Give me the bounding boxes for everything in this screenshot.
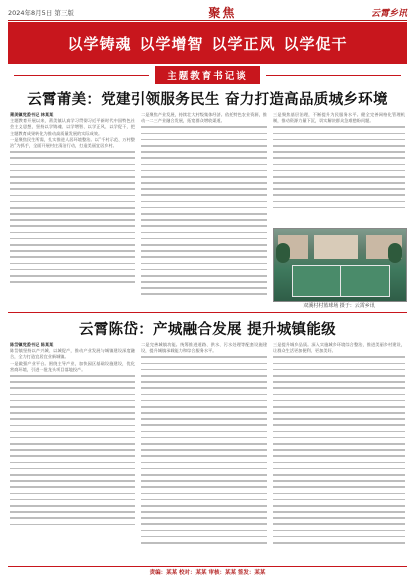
divider-right [266, 75, 401, 76]
body-text-lines [10, 151, 135, 283]
article2-column-2 [141, 342, 267, 560]
article2-paragraph: 三是提升城乡品质。深入实施城乡环境综合整治，推进美丽乡村建设，让群众生活更加便利、更加美好。 [273, 342, 405, 354]
article2-lead: 陈岱镇党委书记 陈某某 [10, 342, 54, 347]
body-text-lines [273, 356, 405, 543]
article-divider [8, 312, 407, 313]
article2-paragraph: 二是完善城镇功能。统筹推进道路、供水、污水处理等配套设施建设，提升城镇承载能力和综合服务水平。 [141, 342, 267, 354]
basketball-court-photo [273, 228, 407, 302]
photo-caption: 双溪村村篮球场 摄于：云霄乡讯 [303, 303, 375, 309]
article2-column-3 [273, 342, 405, 560]
article2-column-1 [10, 342, 135, 560]
photo-tree [276, 243, 290, 263]
article1-paragraph: 一是聚焦民生所需，扎实推进人居环境整治。以“千村示范、万村整治”为抓手，全面开展村庄清洁行动，打造美丽宜居乡村。 [10, 136, 135, 149]
footer-credits: 责编：某某 校对：某某 审核：某某 签发：某某 [149, 570, 266, 576]
article1-paragraph: 二是聚焦产业发展，持续壮大村级集体经济。依托特色农业资源，推动一二三产业融合发展，拓宽群众增收渠道。 [141, 112, 267, 124]
body-text-lines [273, 126, 405, 208]
article1-column-3 [273, 112, 405, 224]
body-text-lines [141, 356, 267, 543]
page-header [8, 4, 407, 21]
article1-paragraph: 三是聚焦基层治理，不断提升为民服务水平。健全完善网格化管理机制，推动资源力量下沉，切实解决群众急难愁盼问题。 [273, 112, 405, 124]
article2-headline: 云霄陈岱：产城融合发展 提升城镇能级 [79, 322, 336, 338]
article1-column-1 [10, 112, 135, 308]
body-text-lines [10, 375, 135, 525]
issue-date: 2024年8月5日 第三版 [8, 8, 74, 17]
article1-column-2 [141, 112, 267, 308]
slogan-1: 以学铸魂 [67, 34, 132, 53]
divider-left [14, 75, 149, 76]
photo-building [314, 235, 358, 259]
body-text-lines [141, 126, 267, 295]
article1-lead: 莆美镇党委书记 林某某 [10, 112, 54, 117]
photo-tree [388, 243, 402, 263]
article1-paragraph: 主题教育开展以来，莆美镇认真学习贯彻习近平新时代中国特色社会主义思想，坚持以学铸魂、以学增智、以学正风、以学促干，把主题教育成果转化为推动高质量发展的实际成效。 [10, 118, 135, 136]
slogan-2: 以学增智 [139, 34, 204, 53]
photo-court [292, 265, 390, 297]
page-footer [8, 566, 407, 577]
slogan-4: 以学促干 [283, 34, 348, 53]
column-title-bar [8, 66, 407, 84]
column-title: 主题教育书记谈 [155, 66, 260, 84]
article2-paragraph: 陈岱镇坚持以产兴城、以城促产，推动产业发展与城镇建设深度融合，全力打造宜居宜业新城镇。 [10, 348, 135, 360]
article1-headline: 云霄莆美：党建引领服务民生 奋力打造高品质城乡环境 [27, 92, 388, 108]
paper-name: 云霄乡讯 [370, 8, 407, 19]
slogan-banner [8, 22, 407, 64]
section-title: 聚焦 [208, 5, 237, 20]
slogan-3: 以学正风 [211, 34, 276, 53]
article2-paragraph: 一是做强产业平台。围绕主导产业，加快园区基础设施建设，优化营商环境，引进一批龙头项目落地投产。 [10, 360, 135, 372]
